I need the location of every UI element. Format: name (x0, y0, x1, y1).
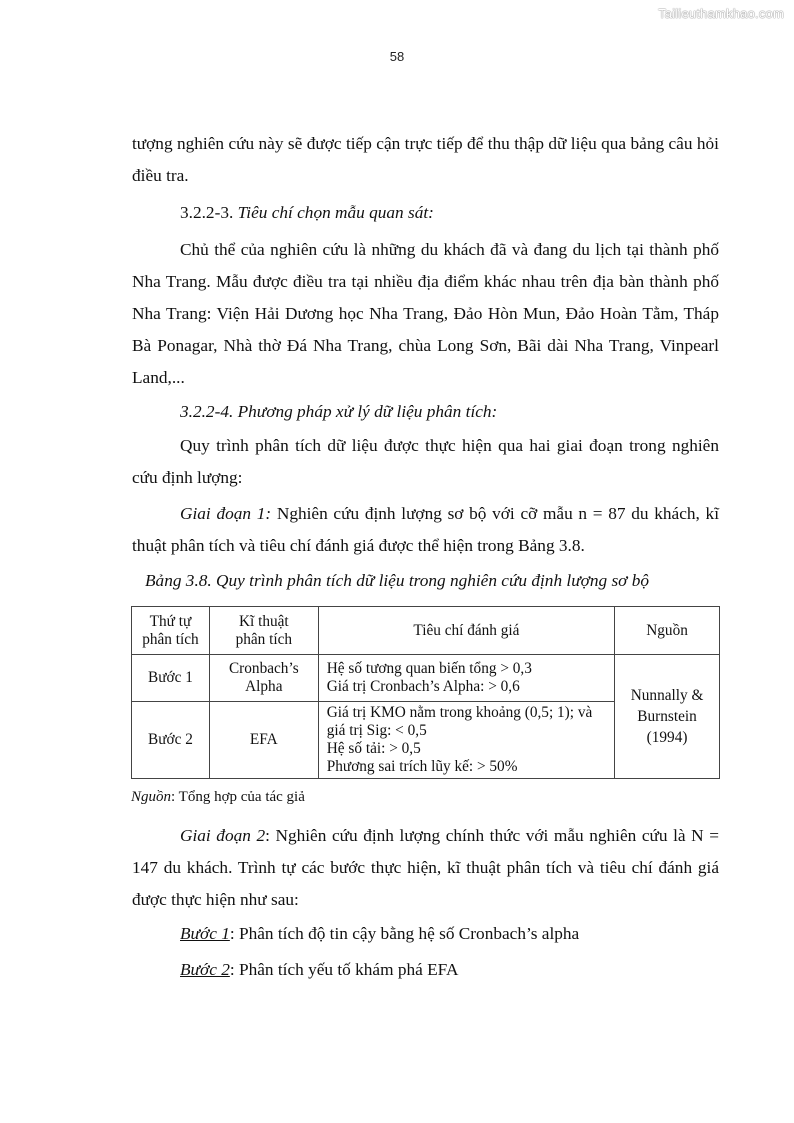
cell-criteria: Giá trị KMO nằm trong khoảng (0,5; 1); và giá trị Sig: < 0,5 Hệ số tải: > 0,5 Phương sai trích lũy kế: > 50% (318, 702, 614, 779)
table-caption: Bảng 3.8. Quy trình phân tích dữ liệu trong nghiên cứu định lượng sơ bộ (145, 571, 649, 590)
stage-1-text: Nghiên cứu định lượng sơ bộ với cỡ mẫu n = 87 du khách, kĩ thuật phân tích và tiêu chí đánh giá được thể hiện trong Bảng 3.8. (132, 504, 719, 555)
cell-source: Nunnally & Burnstein (1994) (615, 655, 720, 779)
section-heading-3-2-2-4: 3.2.2-4. Phương pháp xử lý dữ liệu phân tích: (180, 402, 498, 421)
paragraph-analysis-process: Quy trình phân tích dữ liệu được thực hiện qua hai giai đoạn trong nghiên cứu định lượng: (132, 436, 719, 487)
header-technique: Kĩ thuật phân tích (209, 607, 318, 655)
step-1-text: : Phân tích độ tin cậy bằng hệ số Cronbach’s alpha (229, 924, 580, 943)
cell-criteria: Hệ số tương quan biến tổng > 0,3 Giá trị Cronbach’s Alpha: > 0,6 (318, 655, 614, 702)
analysis-process-table (131, 606, 720, 779)
step-1-label: Bước 1 (180, 924, 230, 943)
paragraph-continuation: tượng nghiên cứu này sẽ được tiếp cận trực tiếp để thu thập dữ liệu qua bảng câu hỏi điều tra. (132, 134, 719, 185)
section-title: Tiêu chí chọn mẫu quan sát: (237, 203, 434, 222)
section-number: 3.2.2-3. (180, 203, 234, 222)
stage-2-label: Giai đoạn 2 (180, 826, 266, 845)
watermark: Tailieuthamkhao.com (658, 6, 784, 21)
stage-1-label: Giai đoạn 1: (180, 504, 272, 523)
table-header-row (132, 607, 720, 655)
source-note-label: Nguồn (131, 789, 172, 805)
table-source-note (131, 788, 305, 806)
cell-technique: Cronbach’s Alpha (209, 655, 318, 702)
source-note-text: : Tổng hợp của tác giả (171, 789, 305, 805)
header-criteria: Tiêu chí đánh giá (318, 607, 614, 655)
cell-order: Bước 1 (132, 655, 210, 702)
cell-order: Bước 2 (132, 702, 210, 779)
stage-2-text: : Nghiên cứu định lượng chính thức với mẫu nghiên cứu là N = 147 du khách. Trình tự các bước thực hiện, kĩ thuật phân tích và tiêu chí đánh giá được thực hiện như sau: (132, 826, 719, 909)
step-2-line (132, 954, 719, 986)
paragraph-stage-1 (132, 498, 719, 562)
paragraph-stage-2 (132, 820, 719, 916)
header-source: Nguồn (615, 607, 720, 655)
paragraph-sample-subjects: Chủ thể của nghiên cứu là những du khách đã và đang du lịch tại thành phố Nha Trang. Mẫu được điều tra tại nhiều địa điểm khác nhau trên địa bàn thành phố Nha Trang: Viện Hải Dương học Nha Trang, Đảo Hòn Mun, Đảo Hoàn Tằm, Tháp Bà Ponagar, Nhà thờ Đá Nha Trang, chùa Long Sơn, Bãi dài Nha Trang, Vinpearl Land,... (132, 240, 719, 387)
step-1-line (132, 918, 719, 950)
step-2-label: Bước 2 (180, 960, 230, 979)
step-2-text: : Phân tích yếu tố khám phá EFA (229, 960, 459, 979)
section-heading-3-2-2-3 (132, 197, 719, 229)
page-number: 58 (389, 49, 405, 64)
table-row (132, 655, 720, 702)
cell-technique: EFA (209, 702, 318, 779)
header-order: Thứ tự phân tích (132, 607, 210, 655)
